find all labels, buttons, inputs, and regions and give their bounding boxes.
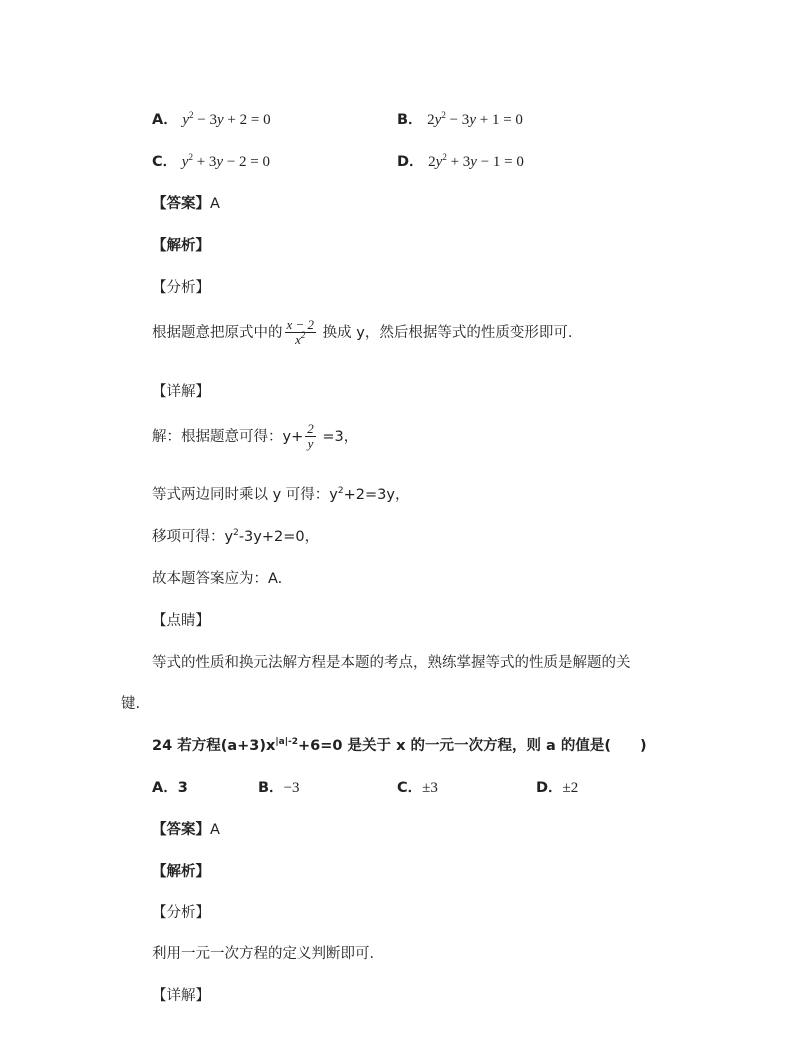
fraction-x-minus-2-over-x2: $\frac{x - 2}{x^2}$ bbox=[286, 317, 315, 348]
q24-fenxi-text: 利用一元一次方程的定义判断即可． bbox=[152, 946, 384, 962]
step2-pre: 等式两边同时乘以 y 可得：y bbox=[152, 487, 338, 503]
q24-answer-label: 【答案】 bbox=[152, 822, 210, 838]
q23-step3: 移项可得：$y^2-3y+2=0$， bbox=[152, 528, 320, 545]
q23-step4: 故本题答案应为：A. bbox=[152, 571, 283, 587]
option-d-equation: $2y^2 + 3y - 1 = 0$ bbox=[428, 152, 524, 170]
q24-answer bbox=[152, 818, 220, 839]
option-c-label: C． bbox=[152, 154, 178, 170]
step2-post: +2=3y， bbox=[343, 487, 410, 503]
q24-option-d-label: D． bbox=[536, 780, 563, 796]
answer-label: 【答案】 bbox=[152, 196, 210, 212]
q24-fenxi-label: 【分析】 bbox=[152, 905, 210, 921]
q23-fenxi-label: 【分析】 bbox=[152, 280, 210, 296]
q24-stem-exponent: |a|-2 bbox=[275, 737, 299, 747]
option-d bbox=[397, 150, 524, 171]
option-c-equation: $y^2 + 3y - 2 = 0$ bbox=[181, 152, 270, 170]
option-b-label: B． bbox=[397, 112, 423, 128]
q24-analysis-label: 【解析】 bbox=[152, 864, 210, 880]
q23-step2: 等式两边同时乘以 y 可得：$y^2+2=3y$， bbox=[152, 486, 410, 503]
q24-stem-post: +6=0 是关于 x 的一元一次方程，则 a 的值是( ) bbox=[298, 738, 647, 754]
q24-option-d-value: ±2 bbox=[562, 780, 579, 796]
option-a-equation: $y^2 - 3y + 2 = 0$ bbox=[182, 110, 271, 128]
option-a bbox=[152, 108, 271, 129]
step1-post: =3， bbox=[322, 428, 359, 445]
q24-option-c-value: ±3 bbox=[422, 780, 438, 796]
step1-pre: 解：根据题意可得：y+ bbox=[152, 428, 304, 445]
answer-value: A bbox=[210, 196, 220, 212]
q24-option-a: A．3 bbox=[152, 780, 188, 796]
q24-option-b-value: −3 bbox=[283, 780, 300, 796]
q23-analysis-label: 【解析】 bbox=[152, 238, 210, 254]
q24-option-c-label: C． bbox=[397, 780, 423, 796]
option-d-label: D． bbox=[397, 154, 424, 170]
q24-option-b bbox=[258, 776, 300, 797]
option-b-equation: $2y^2 - 3y + 1 = 0$ bbox=[427, 110, 523, 128]
q24-option-c bbox=[397, 776, 438, 797]
q24-stem-pre: 24 若方程(a+3)x bbox=[152, 738, 276, 754]
q23-dianjing-line2: 键. bbox=[121, 696, 141, 712]
fenxi-pre: 根据题意把原式中的 bbox=[152, 324, 283, 341]
q24-xiangjie-label: 【详解】 bbox=[152, 988, 210, 1004]
q23-fenxi-text bbox=[152, 318, 572, 348]
option-c bbox=[152, 150, 270, 171]
q24-answer-value: A bbox=[210, 822, 220, 838]
option-b bbox=[397, 108, 523, 129]
q23-dianjing-label: 【点睛】 bbox=[152, 613, 210, 629]
q24-stem bbox=[152, 734, 647, 755]
q24-option-d bbox=[536, 776, 578, 797]
fenxi-post: 换成 y，然后根据等式的性质变形即可. bbox=[322, 324, 573, 341]
q23-xiangjie-label: 【详解】 bbox=[152, 384, 210, 400]
option-a-label: A． bbox=[152, 112, 178, 128]
step3-post: -3y+2=0， bbox=[238, 529, 320, 545]
q23-step1 bbox=[152, 422, 358, 452]
q23-answer bbox=[152, 192, 220, 213]
step3-pre: 移项可得：y bbox=[152, 529, 234, 545]
q23-dianjing-line1: 等式的性质和换元法解方程是本题的考点，熟练掌握等式的性质是解题的关 bbox=[152, 655, 631, 671]
fraction-2-over-y: $\frac{2}{y}$ bbox=[307, 421, 314, 452]
q24-option-b-label: B． bbox=[258, 780, 284, 796]
